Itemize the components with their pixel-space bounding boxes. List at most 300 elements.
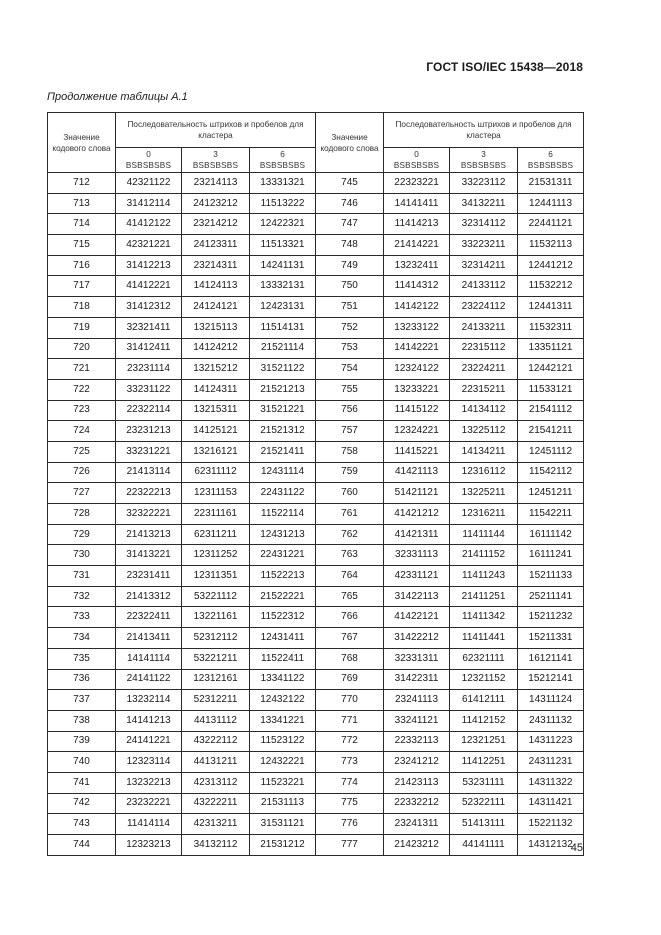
cluster-pattern-cell: 41412221 [116, 276, 182, 297]
cluster-header: 0 BSBSBSBS [116, 148, 182, 173]
cluster-pattern-cell: 21411152 [450, 545, 518, 566]
cluster-pattern-cell: 21414221 [384, 235, 450, 256]
codeword-value-cell: 776 [316, 814, 384, 835]
codeword-value-cell: 770 [316, 690, 384, 711]
cluster-pattern-cell: 32331311 [384, 648, 450, 669]
codeword-value-cell: 743 [48, 814, 116, 835]
table-row [48, 835, 584, 856]
cluster-pattern-cell: 22431122 [250, 483, 316, 504]
table-row [48, 731, 584, 752]
codeword-value-cell: 762 [316, 524, 384, 545]
cluster-header: 3 BSBSBSBS [182, 148, 250, 173]
cluster-pattern-cell: 41412122 [116, 214, 182, 235]
cluster-pattern-cell: 11532113 [518, 235, 584, 256]
codeword-value-cell: 768 [316, 648, 384, 669]
cluster-pattern-cell: 12311351 [182, 566, 250, 587]
cluster-pattern-cell: 31521122 [250, 359, 316, 380]
cluster-pattern-cell: 33231221 [116, 441, 182, 462]
cluster-pattern-cell: 21411251 [450, 586, 518, 607]
codeword-value-cell: 772 [316, 731, 384, 752]
codeword-value-cell: 737 [48, 690, 116, 711]
cluster-pattern-cell: 62321111 [450, 648, 518, 669]
cluster-pattern-cell: 21423212 [384, 835, 450, 856]
table-row [48, 462, 584, 483]
codeword-value-cell: 760 [316, 483, 384, 504]
cluster-pattern-cell: 12323213 [116, 835, 182, 856]
cluster-pattern-cell: 42321221 [116, 235, 182, 256]
cluster-pattern-cell: 32322221 [116, 504, 182, 525]
cluster-pattern-cell: 15211331 [518, 628, 584, 649]
codeword-value-cell: 739 [48, 731, 116, 752]
cluster-pattern-cell: 14141114 [116, 648, 182, 669]
codeword-value-cell: 735 [48, 648, 116, 669]
cluster-pattern-cell: 21531113 [250, 793, 316, 814]
cluster-pattern-cell: 11523122 [250, 731, 316, 752]
cluster-pattern-cell: 11412152 [450, 710, 518, 731]
codeword-value-cell: 745 [316, 173, 384, 194]
sequence-column-header: Последовательность штрихов и пробелов для кластера [384, 113, 584, 148]
cluster-pattern-cell: 22322213 [116, 483, 182, 504]
cluster-pattern-cell: 52312211 [182, 690, 250, 711]
cluster-pattern-cell: 13232213 [116, 772, 182, 793]
codeword-value-cell: 714 [48, 214, 116, 235]
table-row [48, 752, 584, 773]
cluster-pattern-cell: 52312112 [182, 628, 250, 649]
cluster-pattern-cell: 11514131 [250, 317, 316, 338]
cluster-pattern-cell: 32331113 [384, 545, 450, 566]
cluster-pattern-cell: 14241131 [250, 255, 316, 276]
table-row [48, 710, 584, 731]
cluster-pattern-cell: 23214113 [182, 173, 250, 194]
cluster-pattern-cell: 21521312 [250, 421, 316, 442]
cluster-pattern-cell: 23224112 [450, 297, 518, 318]
cluster-pattern-cell: 42321122 [116, 173, 182, 194]
cluster-pattern-cell: 44141111 [450, 835, 518, 856]
cluster-pattern-cell: 21521411 [250, 441, 316, 462]
cluster-pattern-cell: 21521114 [250, 338, 316, 359]
cluster-pattern-cell: 32314211 [450, 255, 518, 276]
cluster-pattern-cell: 33223112 [450, 173, 518, 194]
cluster-header: 3 BSBSBSBS [450, 148, 518, 173]
cluster-pattern-cell: 14134211 [450, 441, 518, 462]
cluster-pattern-cell: 22315112 [450, 338, 518, 359]
cluster-pattern-cell: 23214311 [182, 255, 250, 276]
cluster-pattern-cell: 11532311 [518, 317, 584, 338]
codeword-value-cell: 718 [48, 297, 116, 318]
codeword-value-cell: 752 [316, 317, 384, 338]
cluster-pattern-cell: 11414312 [384, 276, 450, 297]
codeword-value-cell: 724 [48, 421, 116, 442]
cluster-pattern-cell: 21521213 [250, 379, 316, 400]
codeword-value-cell: 712 [48, 173, 116, 194]
codeword-value-cell: 732 [48, 586, 116, 607]
cluster-pattern-cell: 12431114 [250, 462, 316, 483]
cluster-pattern-cell: 34132112 [182, 835, 250, 856]
codeword-value-cell: 751 [316, 297, 384, 318]
cluster-pattern-cell: 23231213 [116, 421, 182, 442]
table-body [48, 173, 584, 856]
cluster-pattern-cell: 42331121 [384, 566, 450, 587]
cluster-pattern-cell: 13233122 [384, 317, 450, 338]
cluster-pattern-cell: 14142221 [384, 338, 450, 359]
codeword-value-cell: 744 [48, 835, 116, 856]
cluster-pattern-cell: 22322114 [116, 400, 182, 421]
cluster-pattern-cell: 33223211 [450, 235, 518, 256]
cluster-pattern-cell: 14311223 [518, 731, 584, 752]
cluster-pattern-cell: 21531212 [250, 835, 316, 856]
cluster-pattern-cell: 31521221 [250, 400, 316, 421]
table-row [48, 648, 584, 669]
codeword-value-cell: 773 [316, 752, 384, 773]
cluster-pattern-cell: 31412213 [116, 255, 182, 276]
codeword-value-cell: 740 [48, 752, 116, 773]
table-row [48, 297, 584, 318]
cluster-pattern-cell: 31422311 [384, 669, 450, 690]
cluster-pattern-cell: 11415221 [384, 441, 450, 462]
cluster-pattern-cell: 16121141 [518, 648, 584, 669]
cluster-pattern-cell: 14124311 [182, 379, 250, 400]
cluster-pattern-cell: 22332212 [384, 793, 450, 814]
table-row [48, 214, 584, 235]
codeword-value-cell: 746 [316, 193, 384, 214]
codeword-value-cell: 742 [48, 793, 116, 814]
cluster-pattern-cell: 23224211 [450, 359, 518, 380]
cluster-pattern-cell: 31422113 [384, 586, 450, 607]
cluster-pattern-cell: 41421311 [384, 524, 450, 545]
table-row [48, 255, 584, 276]
cluster-pattern-cell: 12324221 [384, 421, 450, 442]
codeword-value-cell: 713 [48, 193, 116, 214]
codeword-value-cell: 775 [316, 793, 384, 814]
table-row [48, 338, 584, 359]
codeword-value-cell: 726 [48, 462, 116, 483]
cluster-pattern-cell: 15211232 [518, 607, 584, 628]
cluster-pattern-cell: 22431221 [250, 545, 316, 566]
cluster-pattern-cell: 24141122 [116, 669, 182, 690]
codeword-value-cell: 715 [48, 235, 116, 256]
cluster-pattern-cell: 13225112 [450, 421, 518, 442]
cluster-pattern-cell: 11523221 [250, 772, 316, 793]
cluster-pattern-cell: 24124121 [182, 297, 250, 318]
table-row [48, 524, 584, 545]
codeword-value-cell: 730 [48, 545, 116, 566]
page-number: 45 [570, 842, 583, 854]
value-column-header: Значение кодового слова [316, 113, 384, 173]
cluster-pattern-cell: 13331321 [250, 173, 316, 194]
codeword-value-cell: 758 [316, 441, 384, 462]
table-row [48, 379, 584, 400]
cluster-pattern-cell: 16111142 [518, 524, 584, 545]
cluster-pattern-cell: 21413312 [116, 586, 182, 607]
cluster-header: 6 BSBSBSBS [518, 148, 584, 173]
cluster-pattern-cell: 61412111 [450, 690, 518, 711]
cluster-pattern-cell: 12311252 [182, 545, 250, 566]
cluster-pattern-cell: 23232221 [116, 793, 182, 814]
codeword-value-cell: 741 [48, 772, 116, 793]
cluster-pattern-cell: 24311132 [518, 710, 584, 731]
cluster-pattern-cell: 11542211 [518, 504, 584, 525]
codeword-value-cell: 734 [48, 628, 116, 649]
cluster-pattern-cell: 12316211 [450, 504, 518, 525]
codeword-value-cell: 769 [316, 669, 384, 690]
cluster-pattern-cell: 53231111 [450, 772, 518, 793]
codeword-value-cell: 731 [48, 566, 116, 587]
cluster-pattern-cell: 11415122 [384, 400, 450, 421]
cluster-pattern-cell: 23241212 [384, 752, 450, 773]
codeword-value-cell: 727 [48, 483, 116, 504]
table-row [48, 441, 584, 462]
cluster-pattern-cell: 13215311 [182, 400, 250, 421]
table-row [48, 607, 584, 628]
cluster-pattern-cell: 12451211 [518, 483, 584, 504]
codeword-value-cell: 763 [316, 545, 384, 566]
cluster-pattern-cell: 23241113 [384, 690, 450, 711]
cluster-pattern-cell: 41422121 [384, 607, 450, 628]
cluster-pattern-cell: 23241311 [384, 814, 450, 835]
cluster-pattern-cell: 42313112 [182, 772, 250, 793]
cluster-pattern-cell: 31412411 [116, 338, 182, 359]
cluster-pattern-cell: 23231114 [116, 359, 182, 380]
cluster-pattern-cell: 22441121 [518, 214, 584, 235]
cluster-pattern-cell: 13341122 [250, 669, 316, 690]
cluster-pattern-cell: 14142122 [384, 297, 450, 318]
cluster-pattern-cell: 41421113 [384, 462, 450, 483]
cluster-pattern-cell: 11414213 [384, 214, 450, 235]
cluster-pattern-cell: 11411243 [450, 566, 518, 587]
codeword-value-cell: 722 [48, 379, 116, 400]
cluster-pattern-cell: 43222112 [182, 731, 250, 752]
cluster-pattern-cell: 12451112 [518, 441, 584, 462]
cluster-pattern-cell: 31531121 [250, 814, 316, 835]
cluster-pattern-cell: 12431213 [250, 524, 316, 545]
table-row [48, 235, 584, 256]
cluster-pattern-cell: 34132211 [450, 193, 518, 214]
cluster-pattern-cell: 52322111 [450, 793, 518, 814]
cluster-pattern-cell: 24123212 [182, 193, 250, 214]
table-row [48, 586, 584, 607]
cluster-pattern-cell: 32321411 [116, 317, 182, 338]
cluster-pattern-cell: 14311322 [518, 772, 584, 793]
cluster-pattern-cell: 12441212 [518, 255, 584, 276]
codeword-value-cell: 774 [316, 772, 384, 793]
cluster-pattern-cell: 12323114 [116, 752, 182, 773]
cluster-pattern-cell: 14141411 [384, 193, 450, 214]
cluster-pattern-cell: 13221161 [182, 607, 250, 628]
cluster-pattern-cell: 11522114 [250, 504, 316, 525]
cluster-pattern-cell: 12442121 [518, 359, 584, 380]
codeword-value-cell: 747 [316, 214, 384, 235]
cluster-pattern-cell: 12423131 [250, 297, 316, 318]
cluster-pattern-cell: 22315211 [450, 379, 518, 400]
codeword-value-cell: 721 [48, 359, 116, 380]
codeword-value-cell: 759 [316, 462, 384, 483]
codeword-value-cell: 753 [316, 338, 384, 359]
cluster-header: 6 BSBSBSBS [250, 148, 316, 173]
codeword-value-cell: 716 [48, 255, 116, 276]
cluster-pattern-cell: 53221211 [182, 648, 250, 669]
cluster-pattern-cell: 12321251 [450, 731, 518, 752]
cluster-pattern-cell: 21413213 [116, 524, 182, 545]
cluster-pattern-cell: 62311211 [182, 524, 250, 545]
cluster-pattern-cell: 12432122 [250, 690, 316, 711]
cluster-pattern-cell: 11513321 [250, 235, 316, 256]
cluster-pattern-cell: 24311231 [518, 752, 584, 773]
cluster-pattern-cell: 14311421 [518, 793, 584, 814]
cluster-pattern-cell: 14311124 [518, 690, 584, 711]
cluster-pattern-cell: 11542112 [518, 462, 584, 483]
codeword-value-cell: 738 [48, 710, 116, 731]
cluster-pattern-cell: 11411144 [450, 524, 518, 545]
cluster-pattern-cell: 11522312 [250, 607, 316, 628]
cluster-pattern-cell: 12441113 [518, 193, 584, 214]
cluster-pattern-cell: 62311112 [182, 462, 250, 483]
table-row [48, 772, 584, 793]
table-row [48, 359, 584, 380]
codeword-value-cell: 728 [48, 504, 116, 525]
cluster-pattern-cell: 22332113 [384, 731, 450, 752]
codeword-value-cell: 767 [316, 628, 384, 649]
cluster-pattern-cell: 14312132 [518, 835, 584, 856]
cluster-pattern-cell: 42313211 [182, 814, 250, 835]
cluster-pattern-cell: 43222211 [182, 793, 250, 814]
cluster-pattern-cell: 15212141 [518, 669, 584, 690]
cluster-pattern-cell: 12432221 [250, 752, 316, 773]
cluster-pattern-cell: 13215212 [182, 359, 250, 380]
cluster-pattern-cell: 21541211 [518, 421, 584, 442]
cluster-pattern-cell: 21541112 [518, 400, 584, 421]
codeword-value-cell: 756 [316, 400, 384, 421]
cluster-pattern-cell: 11513222 [250, 193, 316, 214]
cluster-pattern-cell: 16111241 [518, 545, 584, 566]
cluster-pattern-cell: 11411441 [450, 628, 518, 649]
codeword-value-cell: 750 [316, 276, 384, 297]
cluster-pattern-cell: 13232114 [116, 690, 182, 711]
codeword-value-cell: 720 [48, 338, 116, 359]
codeword-value-cell: 719 [48, 317, 116, 338]
codeword-value-cell: 764 [316, 566, 384, 587]
cluster-pattern-cell: 24133211 [450, 317, 518, 338]
cluster-pattern-cell: 24133112 [450, 276, 518, 297]
codeword-value-cell: 729 [48, 524, 116, 545]
codeword-value-cell: 736 [48, 669, 116, 690]
cluster-pattern-cell: 53221112 [182, 586, 250, 607]
cluster-pattern-cell: 21413114 [116, 462, 182, 483]
cluster-pattern-cell: 12312161 [182, 669, 250, 690]
codeword-value-cell: 771 [316, 710, 384, 731]
sequence-column-header: Последовательность штрихов и пробелов для кластера [116, 113, 316, 148]
codeword-value-cell: 755 [316, 379, 384, 400]
cluster-pattern-cell: 11412251 [450, 752, 518, 773]
cluster-pattern-cell: 14141213 [116, 710, 182, 731]
table-row [48, 400, 584, 421]
cluster-pattern-cell: 13351121 [518, 338, 584, 359]
cluster-pattern-cell: 22322411 [116, 607, 182, 628]
cluster-pattern-cell: 23231411 [116, 566, 182, 587]
cluster-pattern-cell: 14125121 [182, 421, 250, 442]
value-column-header: Значение кодового слова [48, 113, 116, 173]
cluster-pattern-cell: 11532212 [518, 276, 584, 297]
table-row [48, 814, 584, 835]
cluster-pattern-cell: 13216121 [182, 441, 250, 462]
table-row [48, 173, 584, 194]
cluster-pattern-cell: 31412114 [116, 193, 182, 214]
table-row [48, 793, 584, 814]
cluster-pattern-cell: 22323221 [384, 173, 450, 194]
cluster-pattern-cell: 14134112 [450, 400, 518, 421]
cluster-pattern-cell: 12316112 [450, 462, 518, 483]
cluster-pattern-cell: 24123311 [182, 235, 250, 256]
cluster-pattern-cell: 12431411 [250, 628, 316, 649]
cluster-pattern-cell: 21531311 [518, 173, 584, 194]
codeword-value-cell: 757 [316, 421, 384, 442]
cluster-pattern-cell: 31413221 [116, 545, 182, 566]
table-row [48, 421, 584, 442]
cluster-pattern-cell: 33231122 [116, 379, 182, 400]
table-row [48, 566, 584, 587]
codeword-value-cell: 723 [48, 400, 116, 421]
cluster-pattern-cell: 33241121 [384, 710, 450, 731]
cluster-pattern-cell: 12441311 [518, 297, 584, 318]
document-header: ГОСТ ISO/IEC 15438—2018 [426, 60, 583, 74]
cluster-pattern-cell: 32314112 [450, 214, 518, 235]
cluster-pattern-cell: 13232411 [384, 255, 450, 276]
cluster-pattern-cell: 24141221 [116, 731, 182, 752]
cluster-pattern-cell: 11522411 [250, 648, 316, 669]
table-row [48, 545, 584, 566]
codeword-value-cell: 761 [316, 504, 384, 525]
table-caption: Продолжение таблицы А.1 [47, 91, 188, 103]
codeword-value-cell: 765 [316, 586, 384, 607]
cluster-pattern-cell: 31422212 [384, 628, 450, 649]
table-row [48, 690, 584, 711]
table-row [48, 669, 584, 690]
cluster-pattern-cell: 11522213 [250, 566, 316, 587]
cluster-pattern-cell: 13215113 [182, 317, 250, 338]
codeword-value-cell: 733 [48, 607, 116, 628]
codeword-value-cell: 725 [48, 441, 116, 462]
table-row [48, 193, 584, 214]
cluster-pattern-cell: 11411342 [450, 607, 518, 628]
cluster-pattern-cell: 44131211 [182, 752, 250, 773]
cluster-pattern-cell: 21413411 [116, 628, 182, 649]
cluster-pattern-cell: 15211133 [518, 566, 584, 587]
cluster-pattern-cell: 23214212 [182, 214, 250, 235]
cluster-header: 0 BSBSBSBS [384, 148, 450, 173]
cluster-pattern-cell: 12324122 [384, 359, 450, 380]
cluster-pattern-cell: 41421212 [384, 504, 450, 525]
table-row [48, 483, 584, 504]
codeword-value-cell: 777 [316, 835, 384, 856]
table-row [48, 317, 584, 338]
cluster-pattern-cell: 14124212 [182, 338, 250, 359]
cluster-pattern-cell: 11414114 [116, 814, 182, 835]
table-row [48, 276, 584, 297]
codeword-value-cell: 748 [316, 235, 384, 256]
cluster-pattern-cell: 51413111 [450, 814, 518, 835]
cluster-pattern-cell: 31412312 [116, 297, 182, 318]
codeword-value-cell: 749 [316, 255, 384, 276]
cluster-pattern-cell: 13332131 [250, 276, 316, 297]
codeword-value-cell: 754 [316, 359, 384, 380]
codeword-value-cell: 717 [48, 276, 116, 297]
table-row [48, 504, 584, 525]
cluster-pattern-cell: 25211141 [518, 586, 584, 607]
cluster-pattern-cell: 15221132 [518, 814, 584, 835]
cluster-pattern-cell: 12321152 [450, 669, 518, 690]
codeword-table [47, 112, 584, 856]
cluster-pattern-cell: 13225211 [450, 483, 518, 504]
cluster-pattern-cell: 51421121 [384, 483, 450, 504]
